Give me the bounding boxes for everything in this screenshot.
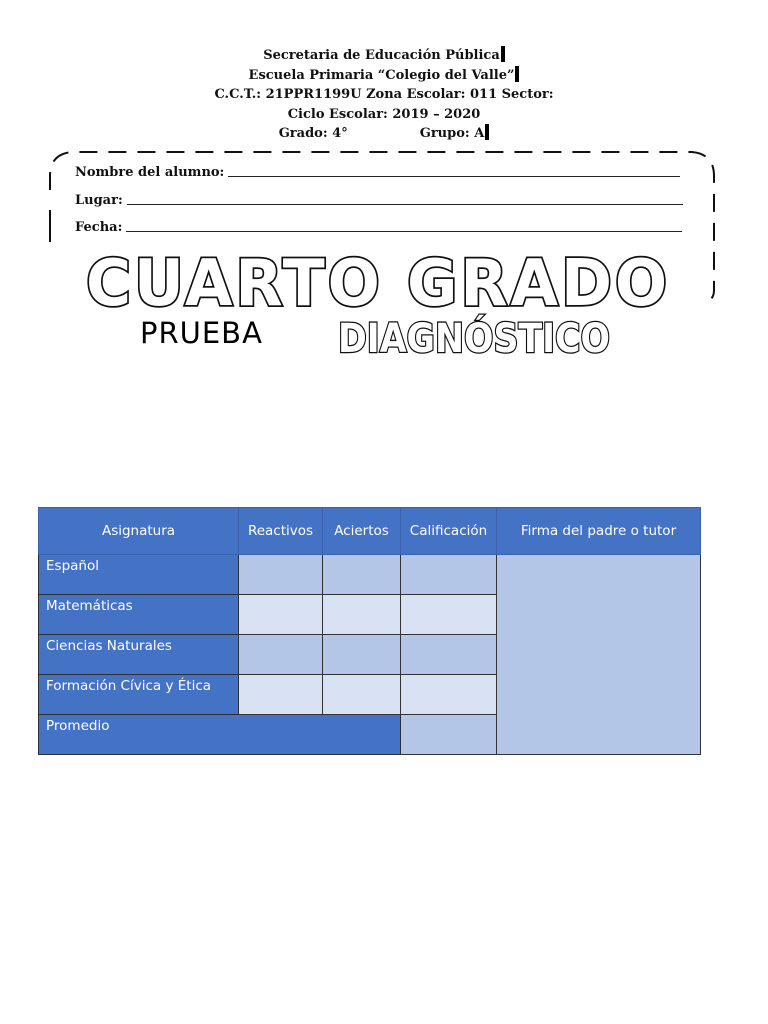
cuarto-grado-outline-title: [86, 247, 686, 321]
diagnostico-text: DIAGNÓSTICO: [338, 316, 652, 362]
reactivos-cell[interactable]: [239, 675, 323, 715]
date-field[interactable]: [75, 220, 682, 235]
subject-ciencias-naturales: Ciencias Naturales: [39, 635, 239, 675]
place-field[interactable]: [75, 193, 683, 208]
place-line[interactable]: [127, 204, 683, 205]
header-aciertos: Aciertos: [323, 508, 401, 555]
calificacion-cell[interactable]: [401, 595, 497, 635]
prueba-label: PRUEBA: [140, 316, 263, 350]
header-line-secretaria: Secretaria de Educación Pública: [0, 46, 768, 66]
header-line-ciclo: Ciclo Escolar: 2019 – 2020: [287, 106, 481, 122]
subject-formacion-civica: Formación Cívica y Ética: [39, 675, 239, 715]
average-label: Promedio: [39, 715, 401, 755]
grades-table: [38, 507, 701, 755]
average-value-cell[interactable]: [401, 715, 497, 755]
header-calificacion: Calificación: [401, 508, 497, 555]
text-cursor-mark: [515, 66, 519, 82]
reactivos-cell[interactable]: [239, 555, 323, 595]
aciertos-cell[interactable]: [323, 595, 401, 635]
title-diagnostico: [334, 308, 652, 366]
diagnostico-outline-title: [334, 308, 652, 362]
header-reactivos: Reactivos: [239, 508, 323, 555]
header-line-grado-grupo: [0, 124, 768, 144]
tutor-signature-cell[interactable]: [497, 555, 701, 755]
place-label: Lugar:: [75, 193, 123, 208]
aciertos-cell[interactable]: [323, 635, 401, 675]
aciertos-cell[interactable]: [323, 675, 401, 715]
grado-text: Grado: 4°: [278, 126, 348, 141]
table-header-row: [39, 508, 701, 555]
header-line-cct: C.C.T.: 21PPR1199U Zona Escolar: 011 Sector:: [214, 87, 554, 102]
calificacion-cell[interactable]: [401, 675, 497, 715]
aciertos-cell[interactable]: [323, 555, 401, 595]
calificacion-cell[interactable]: [401, 555, 497, 595]
document-header: [0, 46, 768, 144]
header-firma: Firma del padre o tutor: [497, 508, 701, 555]
header-asignatura: Asignatura: [39, 508, 239, 555]
student-name-field[interactable]: [75, 165, 680, 180]
reactivos-cell[interactable]: [239, 595, 323, 635]
subject-espanol: Español: [39, 555, 239, 595]
table-row: [39, 555, 701, 595]
date-line[interactable]: [126, 231, 682, 232]
student-name-label: Nombre del alumno:: [75, 165, 225, 180]
date-label: Fecha:: [75, 220, 123, 235]
grupo-text: Grupo: A: [419, 126, 485, 141]
cuarto-grado-text: CUARTO GRADO: [86, 247, 670, 321]
reactivos-cell[interactable]: [239, 635, 323, 675]
subject-matematicas: Matemáticas: [39, 595, 239, 635]
header-line-escuela: Escuela Primaria “Colegio del Valle”: [0, 66, 768, 86]
text-cursor-mark: [485, 124, 489, 140]
student-name-line[interactable]: [228, 176, 680, 177]
calificacion-cell[interactable]: [401, 635, 497, 675]
text-cursor-mark: [501, 46, 505, 62]
